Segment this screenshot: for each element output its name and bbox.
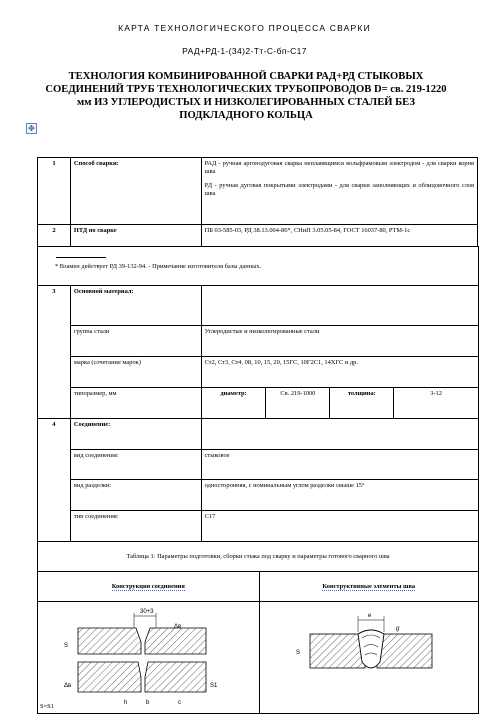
steel-group-value: Углеродистые и низколегированные стали [201,326,478,357]
footnote-rule [56,257,106,258]
right-pipe-wall [377,634,432,668]
table-footer-s: S=S1 [40,703,54,710]
size-label: типоразмер, мм [70,388,201,419]
row-label-joint: Соединение: [70,419,201,450]
groove-type-label: вид разделки: [70,480,201,511]
thickness-label: толщина: [330,388,394,419]
row-value-ntd: ПБ 03-585-03, РД 38.13.004-86*, СНиП 3.05.05-84, ГОСТ 16037-80, РТМ-1с [201,225,477,247]
row-num: 4 [38,419,71,542]
row-label-ntd: НТД по сварке [70,225,201,247]
left-pipe-wall [310,634,365,668]
dim-c: c [178,700,181,706]
steel-grade-label: марка (сочетание марок) [70,357,201,388]
left-plate [78,628,141,654]
row-num: 2 [38,225,71,247]
row-num: 1 [38,158,71,225]
dim-b: b [146,700,150,706]
right-plate-2 [145,662,206,692]
dim-delta-b-top: Δв [174,624,182,630]
elements-figure-cell [259,602,479,714]
construction-figure-cell [38,602,260,714]
weld-bead [358,630,384,668]
card-code: РАД+РД-1-(34)2-Тт-С-бп-С17 [182,46,307,56]
steel-group-label: группа стали [70,326,201,357]
card-title: КАРТА ТЕХНОЛОГИЧЕСКОГО ПРОЦЕССА СВАРКИ [118,23,371,33]
diameter-value: Св. 219-1000 [266,388,330,419]
left-plate-2 [78,662,141,692]
table1-caption: Таблица 1: Параметры подготовки, сборки стыка под сварку и параметры готового сварного шва [38,542,479,572]
dim-g: g [395,626,399,632]
diameter-label: диаметр: [201,388,266,419]
groove-type-value: односторонняя, с номинальным углом разделки свыше 15° [201,480,478,511]
right-plate [145,628,206,654]
table1 [37,541,479,714]
dim-delta-b-bottom: Δв [64,683,72,689]
joint-construction-drawing [38,602,258,710]
main-table-bottom [37,285,479,542]
thickness-value: 3-12 [394,388,479,419]
method-rd: РД - ручная дуговая покрытыми электродами - для сварки заполняющих и облицовочного слоя шва [204,182,474,197]
weld-elements-drawing [260,602,478,710]
move-anchor-icon[interactable]: ✥ [26,123,37,134]
table1-col-elements: Конструктивные элементы шва [259,572,479,602]
dim-s: S [64,643,69,649]
table1-col-construction: Конструкция соединения [38,572,260,602]
joint-code-label: тип соединения: [70,511,201,542]
main-table-top [37,157,478,247]
method-rad: РАД - ручная аргонодуговая сварка неплавящимся вольфрамовым электродом - для сварки корня шва [204,160,474,175]
dim-s1: S1 [210,683,218,689]
row-num: 3 [38,286,71,419]
row-value-welding-method [201,158,477,225]
joint-type-label: вид соединения: [70,450,201,480]
row-label-welding-method: Способ сварки: [70,158,201,225]
frame-left [37,246,38,286]
joint-type-value: стыковое [201,450,478,480]
joint-code-value: С17 [201,511,478,542]
row-label-base-material: Основной материал: [70,286,201,326]
dim-top: 30+3 [140,609,154,615]
dim-s-weld: S [295,650,300,656]
document-title: ТЕХНОЛОГИЯ КОМБИНИРОВАННОЙ СВАРКИ РАД+РД СТЫКОВЫХ СОЕДИНЕНИЙ ТРУБ ТЕХНОЛОГИЧЕСКИХ ТРУБОПРОВОДОВ D= св. 219-1220 мм ИЗ УГЛЕРОДИСТЫХ И НИЗКОЛЕГИРОВАННЫХ СТАЛЕЙ БЕЗ ПОДКЛАДНОГО КОЛЬЦА [45,71,447,121]
dim-h: h [124,700,128,706]
footnote: * Взамен действует РД 39-132-94. - Примечание изготовителя базы данных. [55,263,262,270]
frame-right [478,246,479,286]
steel-grade-value: Ст2, Ст3, Ст4, 08, 10, 15, 20, 15ГС, 10Г2С1, 14ХГС и др. [201,357,478,388]
dim-e: e [367,613,371,619]
